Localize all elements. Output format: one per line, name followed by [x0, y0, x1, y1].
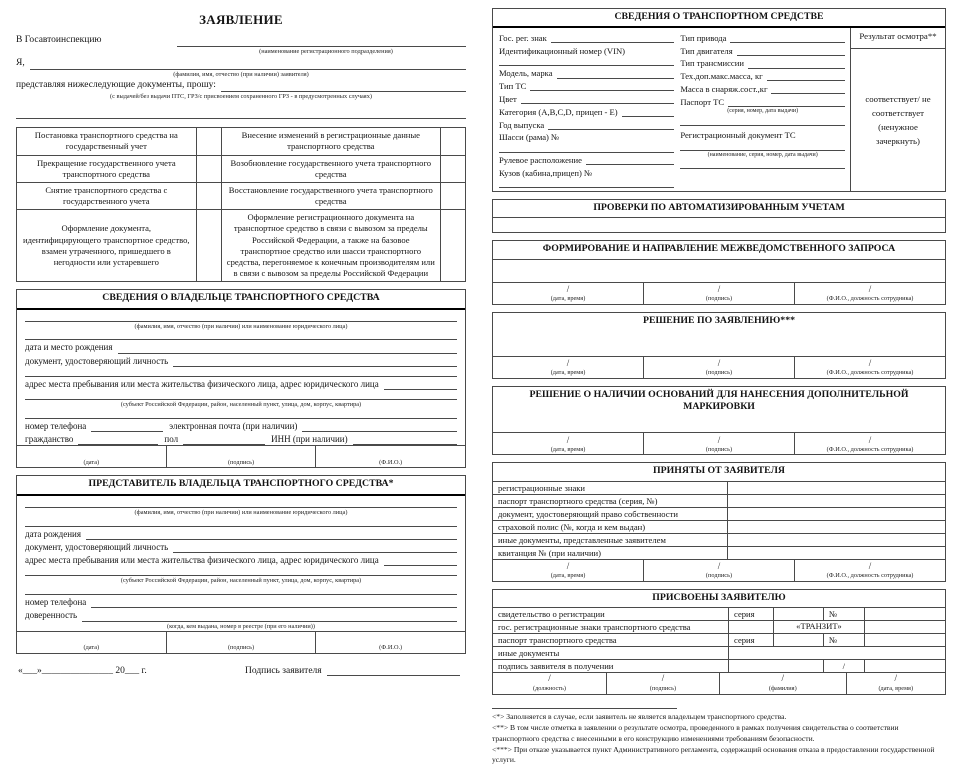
value-cell[interactable] [728, 547, 945, 559]
signature-caption: (подпись) [227, 458, 255, 466]
vehicle-section-header: СВЕДЕНИЯ О ТРАНСПОРТНОМ СРЕДСТВЕ [493, 9, 945, 28]
applicant-sign-field[interactable] [327, 665, 460, 676]
operations-table [16, 127, 466, 282]
interdept-request-header: ФОРМИРОВАНИЕ И НАПРАВЛЕНИЕ МЕЖВЕДОМСТВЕННОГО ЗАПРОСА [493, 241, 945, 259]
model-label: Модель, марка [499, 68, 553, 79]
number-value-cell[interactable] [864, 608, 945, 620]
number-value-cell[interactable] [864, 634, 945, 646]
value-cell[interactable] [864, 660, 945, 672]
owner-section-header: СВЕДЕНИЯ О ВЛАДЕЛЬЦЕ ТРАНСПОРТНОГО СРЕДСТВА [17, 290, 465, 309]
vin-field[interactable] [499, 56, 674, 66]
seriya-label: серия [728, 608, 773, 620]
rep-poa-field[interactable] [82, 611, 457, 622]
category-field[interactable] [622, 106, 675, 117]
value-cell[interactable] [728, 621, 773, 633]
value-cell[interactable] [728, 482, 945, 494]
operation-label: Возобновление государственного учета транспортного средства [221, 155, 440, 182]
signature-cell[interactable]: / (дата, время) [550, 560, 586, 579]
owner-address-label: адрес места пребывания или места жительства физического лица, адрес юридического лица [25, 378, 379, 389]
date-caption: (дата) [83, 643, 100, 651]
seriya-value-cell[interactable] [773, 608, 823, 620]
accepted-signature-row [493, 559, 945, 581]
assigned-section [492, 589, 946, 695]
owner-section [16, 289, 466, 468]
value-cell[interactable] [728, 660, 823, 672]
signature-cell[interactable]: / (Ф.И.О., должность сотрудника) [794, 433, 945, 454]
signature-cell[interactable] [166, 632, 316, 653]
rep-birth-field[interactable] [86, 529, 457, 540]
accepted-section [492, 462, 946, 581]
engine-field[interactable] [737, 45, 845, 56]
owner-signature-row [17, 445, 465, 467]
marking-signature-row [493, 432, 945, 454]
owner-name-caption: (фамилия, имя, отчество (при наличии) или наименование юридического лица) [134, 322, 348, 330]
assigned-signature-row [493, 672, 945, 694]
checkbox-cell[interactable] [196, 182, 221, 209]
interdept-request-section [492, 240, 946, 304]
applicant-line [16, 58, 466, 70]
table-row [17, 182, 466, 209]
marking-section [492, 386, 946, 455]
operation-label: Внесение изменений в регистрационные данные транспортного средства [221, 128, 440, 155]
gibdd-line [16, 35, 466, 47]
year-field[interactable] [548, 119, 674, 130]
signature-cell[interactable] [315, 446, 465, 467]
value-cell[interactable] [728, 508, 945, 520]
engine-label: Тип двигателя [680, 45, 733, 56]
steering-field[interactable] [586, 154, 674, 165]
signature-cell[interactable]: / (Ф.И.О., должность сотрудника) [794, 560, 945, 581]
writing-line[interactable] [16, 109, 466, 119]
signature-cell[interactable] [17, 446, 166, 467]
table-row: иные документы [493, 646, 945, 659]
owner-phone-label: номер телефона [25, 420, 87, 431]
form-title: ЗАЯВЛЕНИЕ [199, 12, 283, 27]
transit-label: «ТРАНЗИТ» [773, 621, 863, 633]
plate-field[interactable] [551, 32, 675, 43]
owner-id-label: документ, удостоверяющий личность [25, 355, 169, 366]
applicant-label: Я, [16, 57, 25, 68]
operation-label: Постановка транспортного средства на государственный учет [17, 128, 197, 155]
owner-citizenship-label: гражданство [25, 434, 74, 445]
owner-citizenship-field[interactable] [78, 434, 158, 445]
drive-label: Тип привода [680, 32, 727, 43]
number-label: № [823, 608, 864, 620]
writing-line[interactable] [25, 367, 457, 377]
assigned-header: ПРИСВОЕНЫ ЗАЯВИТЕЛЮ [652, 591, 786, 603]
marking-blank-area[interactable] [493, 416, 945, 432]
signature-cell[interactable] [17, 632, 166, 653]
applicant-name-field[interactable] [30, 59, 466, 70]
date-blank[interactable]: «___»_______________ 20___ г. [18, 665, 147, 676]
date-caption: (дата) [83, 458, 100, 466]
signature-cell[interactable]: / (фамилия) [719, 673, 846, 694]
signature-cell[interactable]: / (подпись) [643, 357, 794, 378]
signature-cell[interactable]: / (Ф.И.О., должность сотрудника) [794, 283, 945, 304]
signature-cell[interactable]: / (подпись) [606, 673, 719, 694]
representative-section [16, 475, 466, 653]
number-label: № [823, 634, 864, 646]
table-row: свидетельство о регистрации серия № [493, 607, 945, 620]
owner-phone-field[interactable] [91, 421, 163, 432]
table-row: подпись заявителя в получении / [493, 659, 945, 672]
signature-cell[interactable]: / (Ф.И.О., должность сотрудника) [794, 357, 945, 378]
type-label: Тип ТС [499, 81, 527, 92]
max-mass-label: Тех.доп.макс.масса, кг [680, 71, 763, 82]
checkbox-cell[interactable] [196, 155, 221, 182]
applicant-caption: (фамилия, имя, отчество (при наличии) заявителя) [173, 70, 309, 78]
marking-header: РЕШЕНИЕ О НАЛИЧИИ ОСНОВАНИЙ ДЛЯ НАНЕСЕНИЯ ДОПОЛНИТЕЛЬНОЙ МАРКИРОВКИ [529, 388, 909, 413]
value-cell[interactable] [864, 621, 945, 633]
pts-caption: (серия, номер, дата выдачи) [727, 108, 799, 115]
writing-line[interactable] [25, 517, 457, 527]
regdoc-field[interactable] [680, 141, 845, 151]
footnote-separator [492, 708, 677, 709]
plate-label: Гос. рег. знак [499, 32, 547, 43]
owner-address-field[interactable] [384, 379, 457, 390]
applicant-sign-label: Подпись заявителя [245, 665, 322, 676]
chassis-field[interactable] [499, 143, 674, 153]
owner-section-body [17, 310, 465, 446]
writing-line[interactable] [25, 409, 457, 419]
signature-cell[interactable]: / (дата, время) [846, 673, 945, 694]
request-field[interactable] [221, 81, 466, 92]
owner-sex-label: пол [164, 434, 179, 445]
value-cell[interactable] [728, 647, 945, 659]
owner-birth-label: дата и место рождения [25, 342, 113, 353]
signature-caption: (подпись) [227, 643, 255, 651]
checkbox-cell[interactable] [441, 210, 466, 282]
type-field[interactable] [530, 80, 674, 91]
checkbox-cell[interactable] [441, 128, 466, 155]
max-mass-field[interactable] [767, 70, 845, 81]
vehicle-section [492, 8, 946, 192]
rep-id-label: документ, удостоверяющий личность [25, 541, 169, 552]
transmission-label: Тип трансмиссии [680, 58, 744, 69]
decision-header: РЕШЕНИЕ ПО ЗАЯВЛЕНИЮ*** [642, 314, 795, 326]
automated-checks-section [492, 199, 946, 233]
gibdd-label: В Госавтоинспекцию [16, 35, 102, 45]
owner-inn-label: ИНН (при наличии) [271, 434, 348, 445]
rep-birth-label: дата рождения [25, 528, 81, 539]
writing-line[interactable] [25, 330, 457, 340]
table-row: документ, удостоверяющий право собственности [493, 507, 945, 520]
writing-line[interactable] [25, 390, 457, 400]
operation-label: Восстановление государственного учета транспортного средства [221, 182, 440, 209]
chassis-label: Шасси (рама) № [499, 132, 560, 143]
curb-mass-label: Масса в снаряж.сост.,кг [680, 83, 768, 94]
fio-caption: (Ф.И.О.) [379, 458, 403, 466]
table-row: страховой полис (№, когда и кем выдан) [493, 520, 945, 533]
owner-birth-field[interactable] [118, 343, 457, 354]
request-signature-row [493, 282, 945, 304]
vehicle-col-specs [678, 28, 850, 191]
checkbox-cell[interactable] [441, 182, 466, 209]
inspection-result-header: Результат осмотра** [851, 28, 945, 48]
pts-label: Паспорт ТС [680, 96, 725, 107]
body-no-label: Кузов (кабина,прицеп) № [499, 167, 593, 178]
rep-poa-caption: (когда, кем выдана, номер в реестре (при его наличии)) [167, 622, 315, 630]
page-left [0, 0, 480, 678]
accepted-header: ПРИНЯТЫ ОТ ЗАЯВИТЕЛЯ [653, 465, 785, 477]
year-label: Год выпуска [499, 119, 545, 130]
table-row: иные документы, представленные заявителем [493, 533, 945, 546]
inspection-result-text[interactable]: соответствует/ не соответствует (ненужное зачеркнуть) [865, 93, 931, 146]
writing-line[interactable] [680, 116, 845, 126]
signature-cell[interactable]: / (должность) [532, 672, 567, 692]
checks-blank-area[interactable] [493, 218, 945, 232]
seriya-value-cell[interactable] [773, 634, 823, 646]
representative-section-body [17, 496, 465, 631]
rep-id-field[interactable] [173, 542, 457, 553]
vehicle-col-identity [493, 28, 678, 191]
table-row: паспорт транспортного средства серия № [493, 633, 945, 646]
footnote: <**> В том числе отметка в заявлении о результате осмотра, проведенного в рамках получения свидетельства о соответствии транспортного средства с внесенными в его конструкцию изменениями требованиям безопасности. [492, 723, 899, 743]
table-row: регистрационные знаки [493, 481, 945, 494]
owner-email-label: электронная почта (при наличии) [169, 420, 298, 431]
writing-line[interactable] [25, 585, 457, 595]
table-row [17, 155, 466, 182]
signature-cell[interactable] [166, 446, 316, 467]
owner-inn-field[interactable] [353, 434, 457, 445]
signature-cell[interactable]: / (подпись) [643, 433, 794, 454]
steering-label: Рулевое расположение [499, 155, 582, 166]
value-cell[interactable] [728, 534, 945, 546]
checkbox-cell[interactable] [441, 155, 466, 182]
pts-field[interactable] [728, 96, 845, 107]
owner-name-field[interactable] [25, 312, 457, 322]
seriya-label: серия [728, 634, 773, 646]
inspection-result-col [850, 28, 945, 191]
vin-label: Идентификационный номер (VIN) [499, 45, 626, 56]
date-sign-line [16, 665, 466, 676]
signature-cell[interactable]: / (подпись) [643, 560, 794, 581]
value-cell[interactable] [728, 521, 945, 533]
signature-cell[interactable]: / (дата, время) [550, 434, 586, 453]
rep-phone-label: номер телефона [25, 597, 87, 608]
rep-phone-field[interactable] [91, 597, 457, 608]
table-row: квитанция № (при наличии) [493, 546, 945, 559]
operation-label: Прекращение государственного учета транспортного средства [17, 155, 197, 182]
owner-id-field[interactable] [173, 356, 457, 367]
regdoc-label: Регистрационный документ ТС [680, 130, 796, 141]
page-right [480, 0, 960, 765]
transmission-field[interactable] [748, 58, 845, 69]
owner-address-caption: (субъект Российской Федерации, район, населенный пункт, улица, дом, корпус, квартира) [120, 401, 362, 409]
regdoc-caption: (наименование, серия, номер, дата выдачи) [707, 151, 818, 158]
owner-email-field[interactable] [302, 421, 457, 432]
operation-label: Оформление регистрационного документа на транспортное средство в связи с вывозом за пределы Российской Федерации, а также на базовое транспортное средство или шасси транспортного средства, перегоняемое к конечным производителям или в связи с вывозом за пределы Российской Федерации [221, 210, 440, 282]
rep-address-label: адрес места пребывания или места жительства физического лица, адрес юридического лица [25, 555, 379, 566]
model-field[interactable] [557, 68, 675, 79]
automated-checks-header: ПРОВЕРКИ ПО АВТОМАТИЗИРОВАННЫМ УЧЕТАМ [493, 200, 945, 218]
owner-sex-field[interactable] [183, 434, 265, 445]
fio-caption: (Ф.И.О.) [379, 643, 403, 651]
color-field[interactable] [521, 93, 675, 104]
reg-unit-caption: (наименование регистрационного подразделения) [259, 47, 393, 55]
table-row [17, 210, 466, 282]
representative-signature-row [17, 631, 465, 653]
writing-line[interactable] [680, 159, 845, 169]
docs-caption: (с выдачей/без выдачи ПТС, ГРЗ/с присвоением сохраненного ГРЗ - в предусмотренных случаях) [110, 93, 372, 101]
rep-name-field[interactable] [25, 498, 457, 508]
color-label: Цвет [499, 93, 517, 104]
rep-name-caption: (фамилия, имя, отчество (при наличии) или наименование юридического лица) [134, 508, 348, 516]
category-label: Категория (A,B,C,D, прицеп - E) [499, 106, 618, 117]
signature-cell[interactable]: / (подпись) [643, 283, 794, 304]
operation-label: Оформление документа, идентифицирующего транспортное средство, взамен утраченного, пришедшего в негодности или устаревшего [17, 210, 197, 282]
rep-address-caption: (субъект Российской Федерации, район, населенный пункт, улица, дом, корпус, квартира) [120, 577, 362, 585]
signature-cell[interactable] [315, 632, 465, 653]
signature-cell[interactable]: / (дата, время) [550, 283, 586, 302]
table-row: паспорт транспортного средства (серия, №) [493, 494, 945, 507]
rep-address-field[interactable] [384, 555, 457, 566]
checkbox-cell[interactable] [196, 128, 221, 155]
table-row [17, 128, 466, 155]
value-cell[interactable] [728, 495, 945, 507]
slash-cell: / [823, 660, 864, 672]
drive-field[interactable] [730, 32, 845, 43]
docs-line [16, 80, 466, 92]
request-blank-area[interactable] [493, 260, 945, 282]
footnote: <***> При отказе указывается пункт Административного регламента, содержащий основания отказа в предоставлении государственной услуги. [492, 745, 935, 765]
writing-line[interactable] [25, 566, 457, 576]
footnote: <*> Заполняется в случае, если заявитель не является владельцем транспортного средства. [492, 711, 787, 721]
rep-poa-label: доверенность [25, 610, 78, 621]
body-no-field[interactable] [499, 178, 674, 188]
curb-mass-field[interactable] [771, 83, 845, 94]
operation-label: Снятие транспортного средства с государственного учета [17, 182, 197, 209]
representative-section-header: ПРЕДСТАВИТЕЛЬ ВЛАДЕЛЬЦА ТРАНСПОРТНОГО СРЕДСТВА* [17, 476, 465, 495]
reg-unit-field[interactable] [177, 36, 467, 47]
docs-label: представляя нижеследующие документы, прошу: [16, 80, 216, 91]
decision-signature-row [493, 356, 945, 378]
decision-section [492, 312, 946, 379]
checkbox-cell[interactable] [196, 210, 221, 282]
signature-cell[interactable]: / (дата, время) [550, 358, 586, 377]
decision-blank-area[interactable] [493, 330, 945, 356]
table-row: гос. регистрационные знаки транспортного средства «ТРАНЗИТ» [493, 620, 945, 633]
